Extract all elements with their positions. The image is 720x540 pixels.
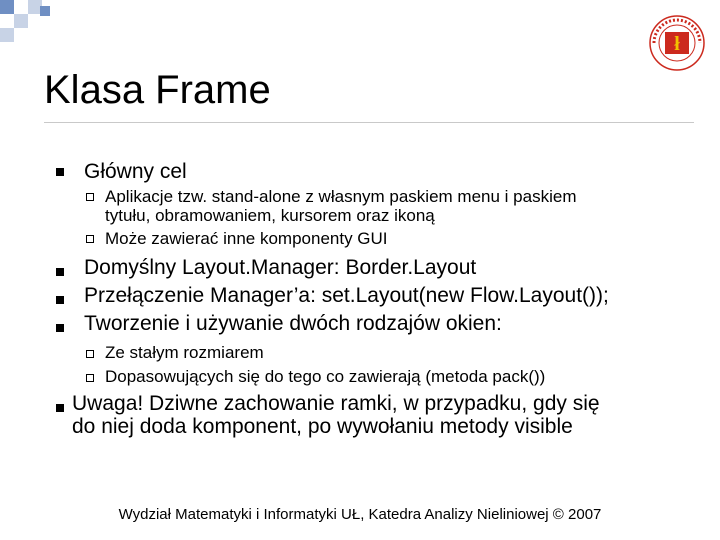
- sub-bullet-text: Może zawierać inne komponenty GUI: [105, 229, 388, 248]
- corner-square: [40, 6, 50, 16]
- bullet-marker: [56, 168, 64, 176]
- bullet-marker: [56, 324, 64, 332]
- sub-bullet-marker: [86, 235, 94, 243]
- bullet-marker: [56, 296, 64, 304]
- sub-bullet-text: tytułu, obramowaniem, kursorem oraz ikoną: [105, 206, 435, 225]
- bullet-marker: [56, 268, 64, 276]
- svg-text:ł: ł: [674, 33, 680, 55]
- slide-footer: Wydział Matematyki i Informatyki UŁ, Katedra Analizy Nieliniowej © 2007: [118, 506, 602, 523]
- bullet-text: Główny cel: [84, 160, 187, 183]
- slide-title: Klasa Frame: [44, 68, 271, 112]
- corner-square: [0, 28, 14, 42]
- bullet-text: Domyślny Layout.Manager: Border.Layout: [84, 256, 477, 279]
- bullet-text: Uwaga! Dziwne zachowanie ramki, w przypadku, gdy się: [72, 392, 600, 415]
- sub-bullet-marker: [86, 193, 94, 201]
- bullet-text-continuation: do niej doda komponent, po wywołaniu metody visible: [72, 415, 573, 438]
- university-logo: [648, 14, 706, 72]
- sub-bullet-text: Dopasowujących się do tego co zawierają (metoda pack()): [105, 367, 546, 386]
- sub-bullet-marker: [86, 350, 94, 358]
- corner-square: [0, 0, 14, 14]
- sub-bullet-text: Ze stałym rozmiarem: [105, 343, 264, 362]
- sub-bullet-marker: [86, 374, 94, 382]
- sub-bullet-text: Aplikacje tzw. stand-alone z własnym paskiem menu i paskiem: [105, 187, 577, 206]
- bullet-marker: [56, 404, 64, 412]
- title-divider: [44, 122, 694, 123]
- corner-decoration: [0, 0, 60, 44]
- bullet-text: Przełączenie Manager’a: set.Layout(new Flow.Layout());: [84, 284, 609, 307]
- bullet-text: Tworzenie i używanie dwóch rodzajów okien:: [84, 312, 502, 335]
- corner-square: [14, 14, 28, 28]
